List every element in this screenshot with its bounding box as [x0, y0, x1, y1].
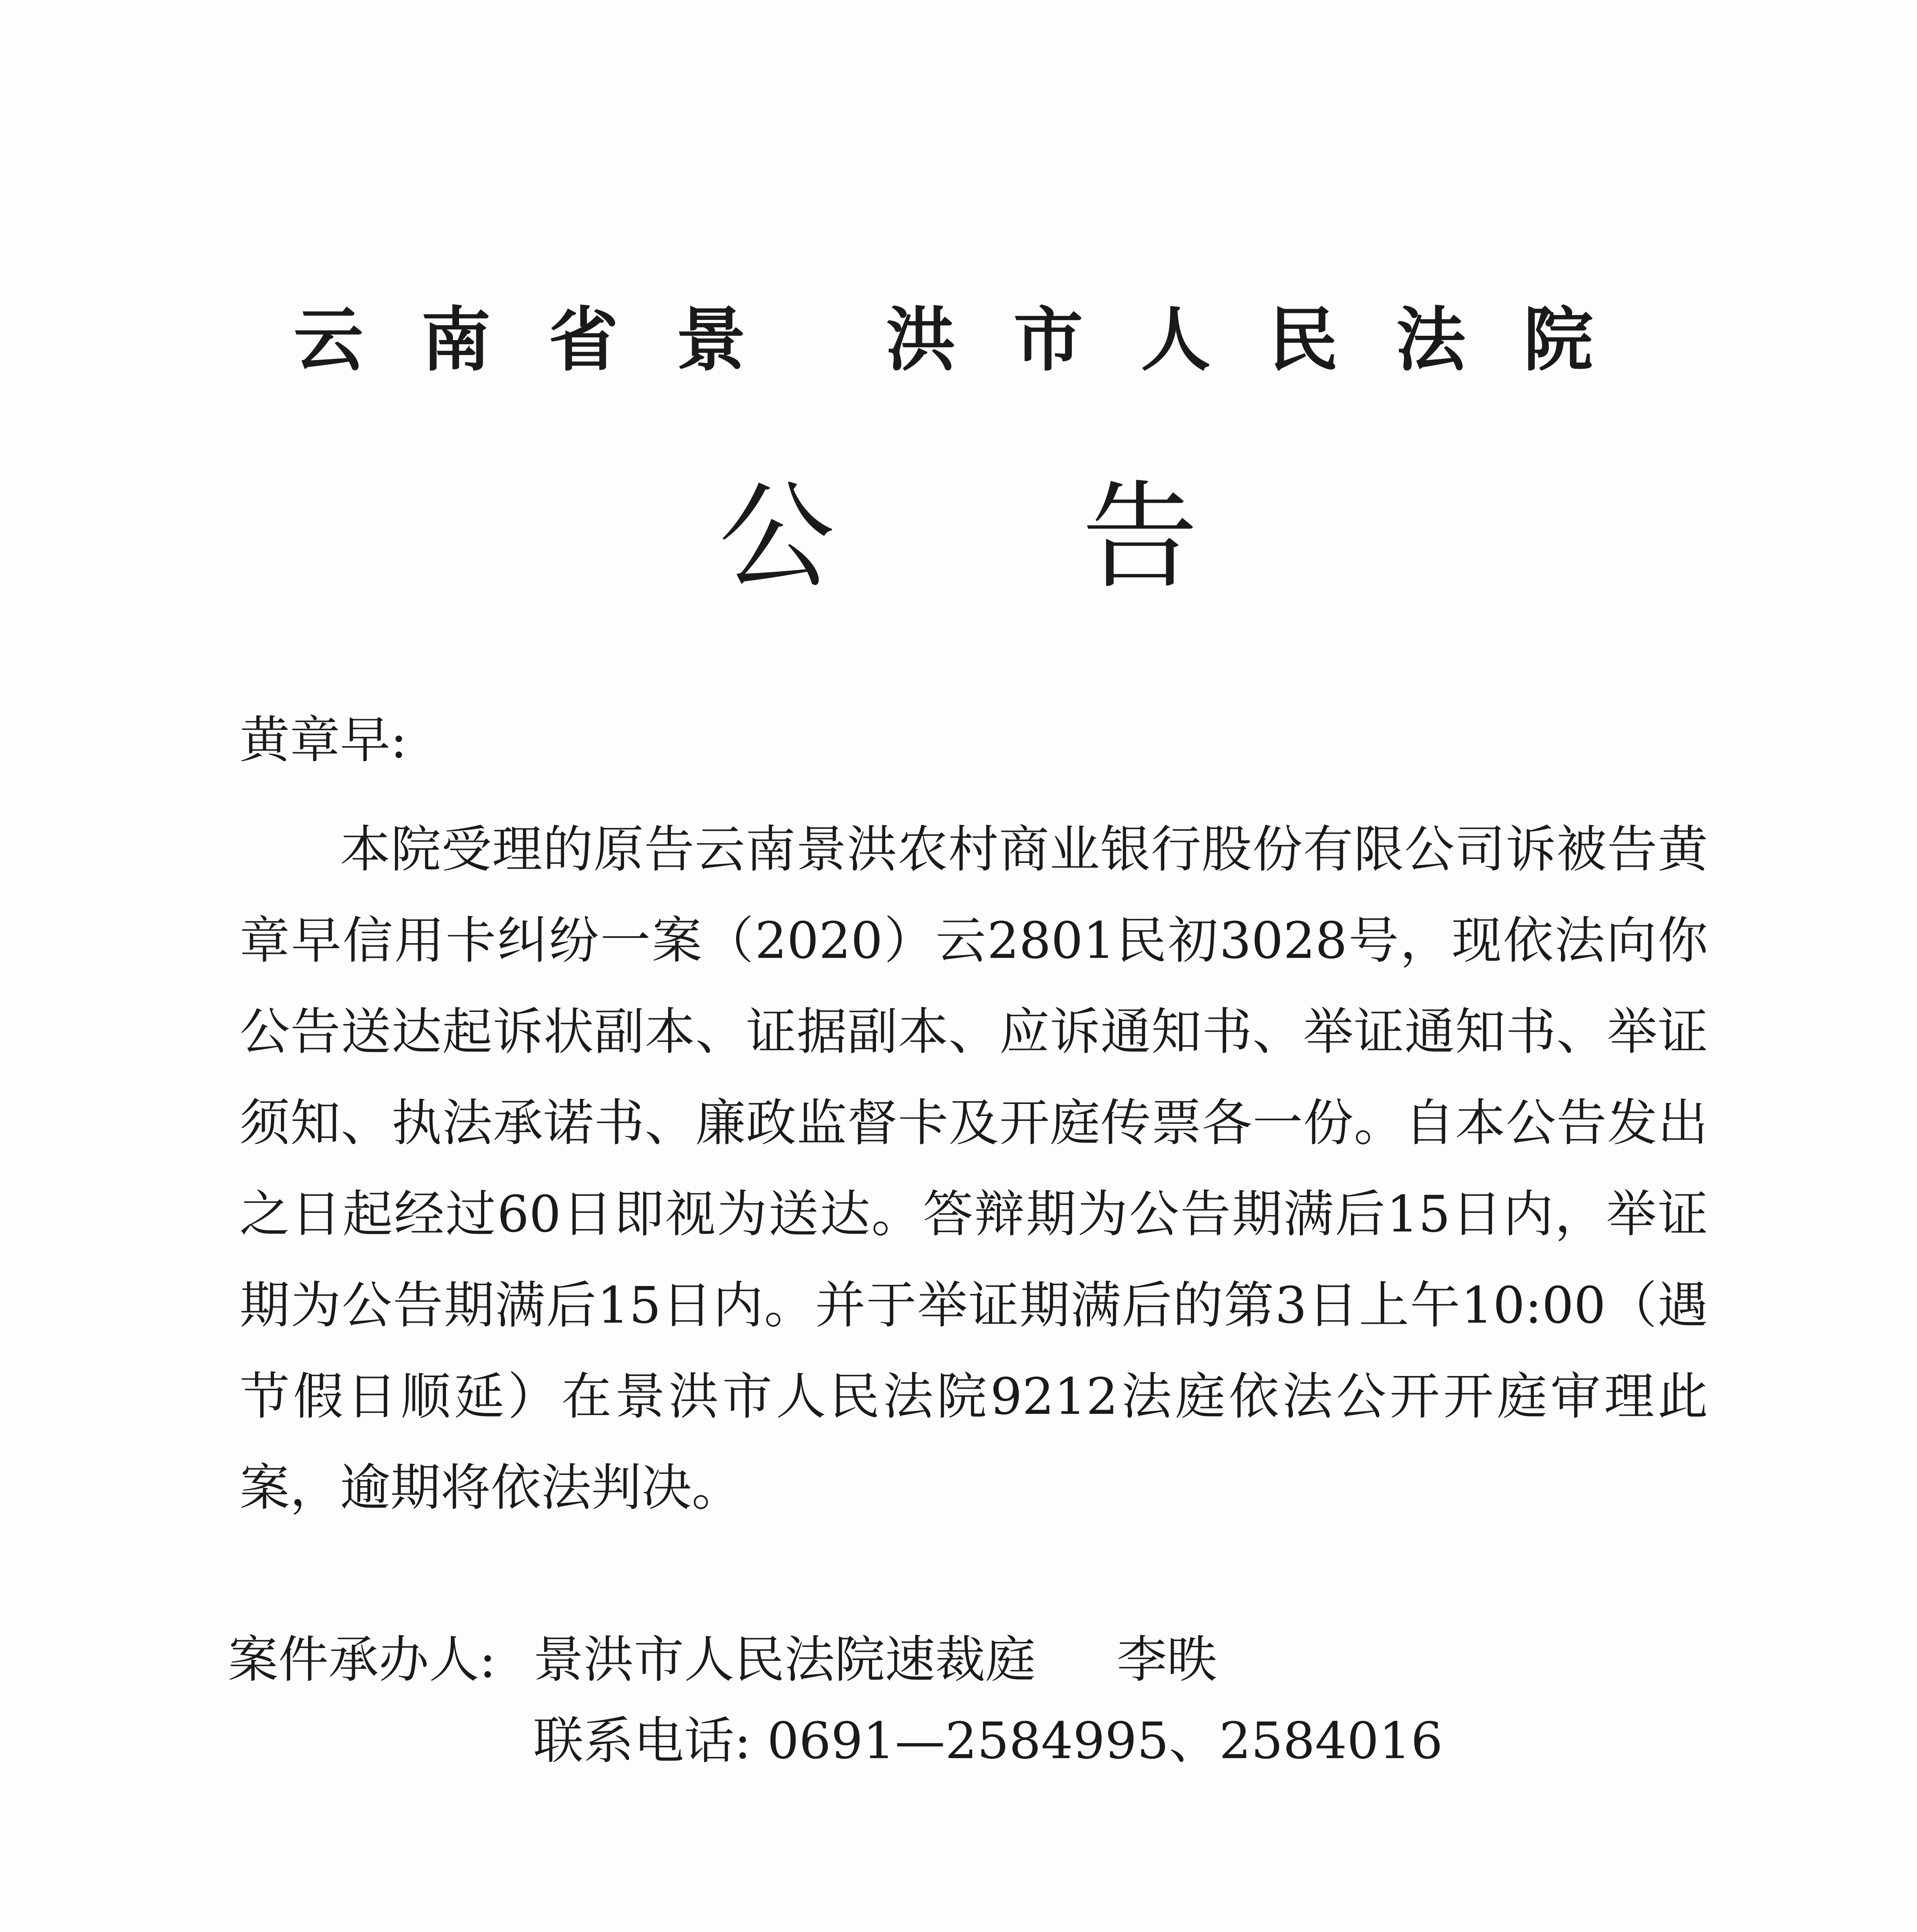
document-title: 公告: [719, 469, 1445, 604]
case-handler-label: 案件承办人:: [228, 1630, 496, 1689]
case-handler-line: [228, 1630, 1218, 1689]
handler-name: 李昳: [1117, 1630, 1218, 1689]
salutation: 黄章早:: [240, 711, 407, 769]
court-name-heading: 云南省景 洪市人民法院: [294, 299, 1651, 381]
handler-department: 景洪市人民法院速裁庭: [533, 1630, 1036, 1689]
notice-body: 本院受理的原告云南景洪农村商业银行股份有限公司诉被告黄章早信用卡纠纷一案（2020）云2801民初3028号，现依法向你公告送达起诉状副本、证据副本、应诉通知书、举证通知书、举证须知、执法承诺书、廉政监督卡及开庭传票各一份。自本公告发出之日起经过60日即视为送达。答辩期为公告期满后15日内，举证期为公告期满后15日内。并于举证期满后的第3日上午10:00（遇节假日顺延）在景洪市人民法院9212法庭依法公开开庭审理此案，逾期将依法判决。: [240, 820, 1708, 1517]
contact-phone: 联系电话: 0691—2584995、2584016: [533, 1711, 1443, 1770]
